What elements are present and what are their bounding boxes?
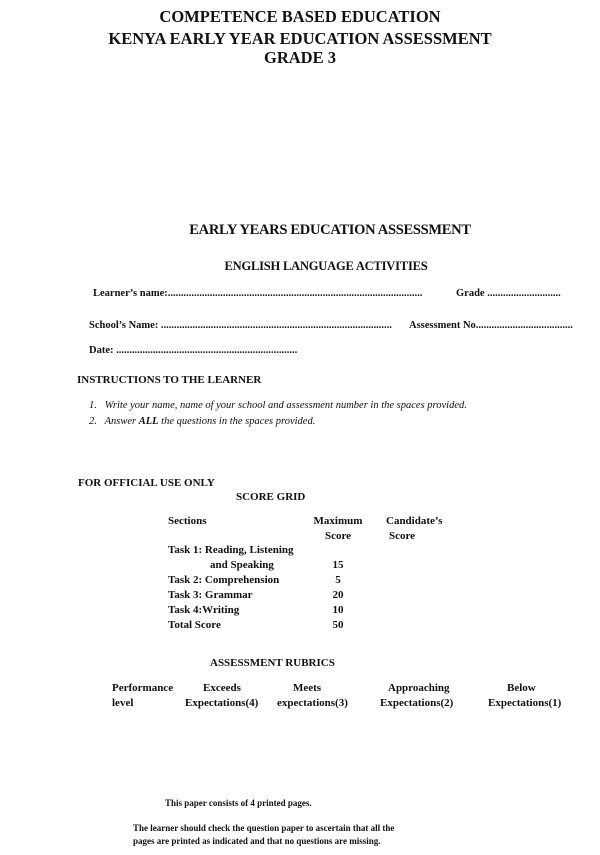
- rubric-col-1-line-2: level: [112, 697, 134, 709]
- subject-title: ENGLISH LANGUAGE ACTIVITIES: [224, 259, 428, 273]
- instruction-text: Write your name, name of your school and assessment number in the spaces provided.: [104, 400, 467, 411]
- score-row-section: Task 2: Comprehension: [168, 574, 280, 586]
- score-row-value: 50: [332, 619, 344, 631]
- assessment-title: EARLY YEARS EDUCATION ASSESSMENT: [189, 222, 471, 238]
- score-row-section: Task 3: Grammar: [168, 589, 253, 601]
- rubric-col-3-line-2: expectations(3): [277, 697, 348, 709]
- score-row-section: and Speaking: [210, 559, 274, 571]
- rubric-col-2-line-2: Expectations(4): [185, 697, 259, 709]
- rubric-col-5-line-2: Expectations(1): [488, 697, 562, 709]
- header-line-3: GRADE 3: [264, 48, 336, 67]
- rubric-col-5-line-1: Below: [507, 682, 536, 694]
- date-field: Date: .....................................................................: [89, 345, 298, 356]
- score-row-value: 5: [335, 574, 341, 586]
- col-max-header-1: Maximum: [313, 515, 363, 527]
- instruction-emphasis: ALL: [138, 416, 159, 427]
- learner-name-field: Learner’s name:.................................................................................................: [93, 288, 423, 299]
- score-row-value: 10: [332, 604, 344, 616]
- instruction-number: 1.: [89, 400, 97, 411]
- score-grid-title: SCORE GRID: [236, 491, 306, 503]
- official-use-heading: FOR OFFICIAL USE ONLY: [78, 477, 215, 489]
- score-row-value: 15: [332, 559, 344, 571]
- header-line-1: COMPETENCE BASED EDUCATION: [159, 7, 441, 26]
- rubric-col-3-line-1: Meets: [293, 682, 322, 694]
- grade-field: Grade ............................: [456, 288, 561, 299]
- instruction-number: 2.: [89, 416, 97, 427]
- assessment-no-field: Assessment No.....................................: [409, 320, 573, 331]
- rubric-col-4-line-2: Expectations(2): [380, 697, 454, 709]
- rubric-col-2-line-1: Exceeds: [203, 682, 241, 694]
- instruction-item-1: [89, 400, 467, 411]
- rubrics-heading: ASSESSMENT RUBRICS: [210, 657, 335, 669]
- footer-check-line-1: The learner should check the question paper to ascertain that all the: [133, 823, 395, 833]
- rubric-col-4-line-1: Approaching: [388, 682, 450, 694]
- header-line-2: KENYA EARLY YEAR EDUCATION ASSESSMENT: [108, 29, 492, 48]
- instructions-heading: INSTRUCTIONS TO THE LEARNER: [77, 374, 262, 386]
- col-sections-header: Sections: [168, 515, 207, 527]
- instruction-item-2: [89, 416, 315, 427]
- score-row-section: Task 1: Reading, Listening: [168, 544, 294, 556]
- score-row-value: 20: [332, 589, 344, 601]
- school-name-field: School’s Name: ........................................................................................: [89, 320, 392, 331]
- rubric-col-1-line-1: Performance: [112, 682, 174, 694]
- instruction-text: the questions in the spaces provided.: [158, 416, 316, 427]
- footer-check-line-2: pages are printed as indicated and that no questions are missing.: [133, 836, 381, 846]
- col-cand-header-2: Score: [389, 530, 416, 542]
- score-row-section: Task 4:Writing: [168, 604, 240, 616]
- col-cand-header-1: Candidate’s: [386, 515, 443, 527]
- instruction-text: Answer: [104, 416, 139, 427]
- score-row-section: Total Score: [168, 619, 221, 631]
- col-max-header-2: Score: [324, 530, 352, 542]
- footer-pages-note: This paper consists of 4 printed pages.: [165, 798, 312, 808]
